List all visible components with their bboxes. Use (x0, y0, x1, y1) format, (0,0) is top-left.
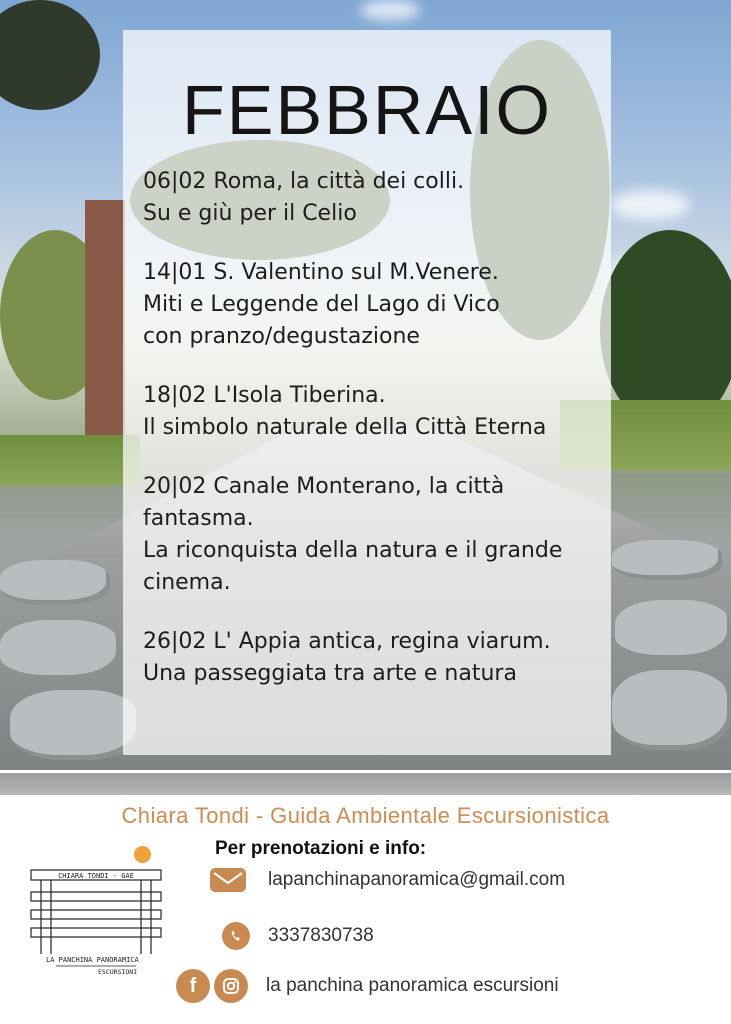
email-row[interactable] (210, 868, 565, 892)
event-line: con pranzo/degustazione (143, 324, 420, 349)
logo-bottom-text-1: LA PANCHINA PANORAMICA (46, 956, 139, 964)
phone-text[interactable]: 3337830738 (268, 925, 374, 946)
photo-strip (0, 773, 731, 795)
facebook-icon[interactable]: f (176, 969, 210, 1003)
event-line: Il simbolo naturale della Città Eterna (143, 415, 547, 440)
month-title: FEBBRAIO (182, 71, 552, 149)
info-title: Per prenotazioni e info: (215, 838, 427, 859)
event-line: Una passeggiata tra arte e natura (143, 661, 517, 686)
mail-icon (210, 868, 246, 892)
event-line: 06|02 Roma, la città dei colli. (143, 169, 465, 194)
logo-bottom-text-2: ESCURSIONI (98, 968, 138, 976)
bench-logo (26, 862, 166, 977)
event-line: Su e giù per il Celio (143, 201, 357, 226)
social-text[interactable]: la panchina panoramica escursioni (266, 975, 559, 996)
event-item (143, 257, 611, 353)
event-item (143, 626, 611, 690)
event-line: 14|01 S. Valentino sul M.Venere. (143, 260, 499, 285)
orange-dot (134, 846, 151, 863)
events-panel (123, 30, 611, 755)
social-row[interactable] (176, 969, 559, 1003)
whatsapp-icon (222, 922, 250, 950)
event-item (143, 471, 611, 599)
event-item (143, 166, 611, 230)
email-text[interactable]: lapanchinapanoramica@gmail.com (268, 869, 566, 890)
event-line: 20|02 Canale Monterano, la città (143, 474, 505, 499)
event-line: cinema. (143, 570, 231, 595)
event-line: fantasma. (143, 506, 254, 531)
logo-top-text: CHIARA TONDI - GAE (58, 872, 134, 880)
phone-row[interactable] (222, 922, 374, 950)
event-line: 18|02 L'Isola Tiberina. (143, 383, 386, 408)
guide-title: Chiara Tondi - Guida Ambientale Escursionistica (121, 803, 610, 828)
event-line: Miti e Leggende del Lago di Vico (143, 292, 500, 317)
event-line: La riconquista della natura e il grande (143, 538, 563, 563)
events-list (143, 166, 611, 690)
instagram-icon[interactable] (214, 969, 248, 1003)
event-item (143, 380, 611, 444)
event-line: 26|02 L' Appia antica, regina viarum. (143, 629, 551, 654)
